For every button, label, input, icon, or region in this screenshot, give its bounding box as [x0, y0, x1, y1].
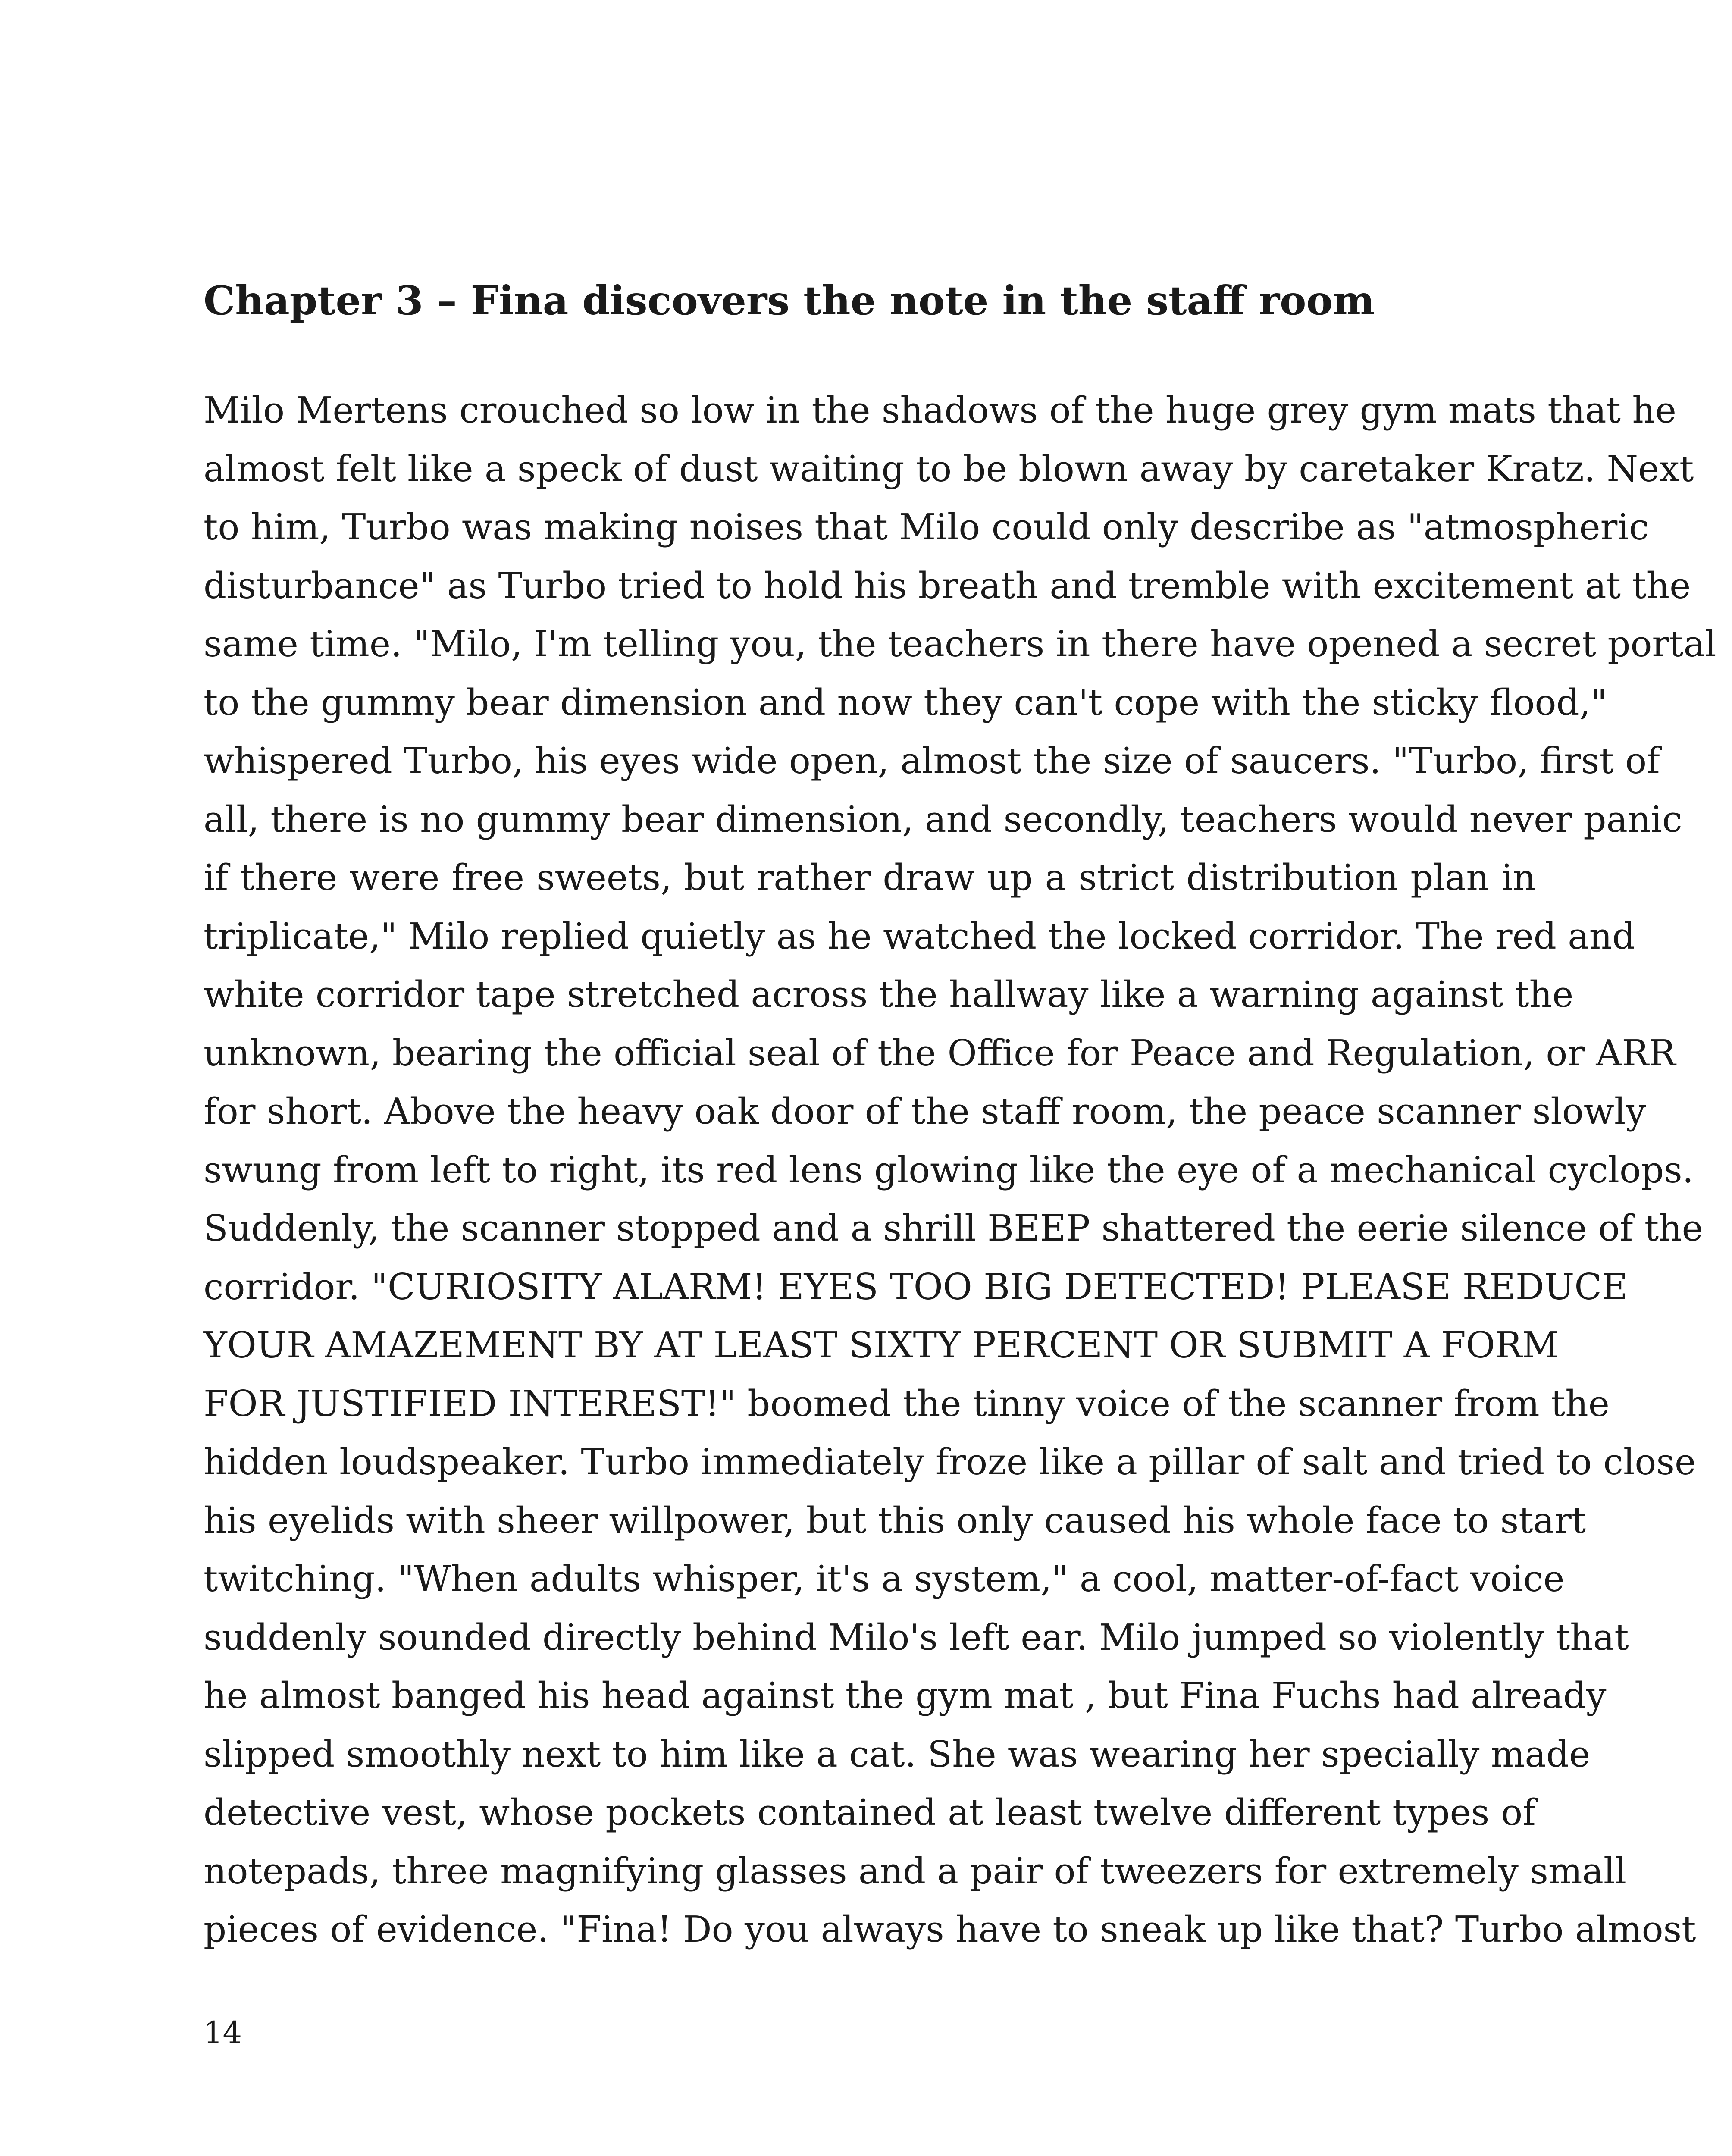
text-line: detective vest, whose pockets contained at least twelve different types of — [204, 1792, 1536, 1833]
text-line: unknown, bearing the official seal of the Office for Peace and Regulation, or ARR — [204, 1032, 1676, 1074]
text-line: pieces of evidence. "Fina! Do you always have to sneak up like that? Turbo almost — [204, 1908, 1696, 1950]
chapter-title: Chapter 3 – Fina discovers the note in the staff room — [204, 277, 1375, 324]
text-line: Suddenly, the scanner stopped and a shrill BEEP shattered the eerie silence of the — [204, 1207, 1703, 1249]
text-line: suddenly sounded directly behind Milo's left ear. Milo jumped so violently that — [204, 1616, 1629, 1658]
text-line: almost felt like a speck of dust waiting to be blown away by caretaker Kratz. Next — [204, 448, 1694, 490]
text-line: corridor. "CURIOSITY ALARM! EYES TOO BIG DETECTED! PLEASE REDUCE — [204, 1266, 1628, 1308]
text-line: Milo Mertens crouched so low in the shadows of the huge grey gym mats that he — [204, 389, 1676, 431]
chapter-body-text — [204, 381, 1716, 1959]
text-line: all, there is no gummy bear dimension, and secondly, teachers would never panic — [204, 798, 1682, 840]
text-line: for short. Above the heavy oak door of the staff room, the peace scanner slowly — [204, 1091, 1646, 1132]
text-line: slipped smoothly next to him like a cat. She was wearing her specially made — [204, 1733, 1591, 1775]
text-line: to the gummy bear dimension and now they can't cope with the sticky flood," — [204, 681, 1607, 724]
text-line: his eyelids with sheer willpower, but this only caused his whole face to start — [204, 1499, 1586, 1542]
text-line: disturbance" as Turbo tried to hold his breath and tremble with excitement at the — [204, 564, 1691, 607]
text-line: whispered Turbo, his eyes wide open, almost the size of saucers. "Turbo, first of — [204, 740, 1660, 782]
text-line: he almost banged his head against the gym mat , but Fina Fuchs had already — [204, 1675, 1607, 1717]
text-line: YOUR AMAZEMENT BY AT LEAST SIXTY PERCENT OR SUBMIT A FORM — [204, 1324, 1559, 1366]
page-number: 14 — [204, 2015, 242, 2050]
text-line: swung from left to right, its red lens glowing like the eye of a mechanical cyclops. — [204, 1149, 1694, 1191]
text-line: if there were free sweets, but rather draw up a strict distribution plan in — [204, 857, 1536, 899]
text-line: twitching. "When adults whisper, it's a system," a cool, matter-of-fact voice — [204, 1558, 1565, 1600]
text-line: to him, Turbo was making noises that Milo could only describe as "atmospheric — [204, 506, 1649, 548]
text-line: hidden loudspeaker. Turbo immediately froze like a pillar of salt and tried to close — [204, 1441, 1696, 1483]
text-line: same time. "Milo, I'm telling you, the teachers in there have opened a secret portal — [204, 623, 1716, 665]
text-line: white corridor tape stretched across the hallway like a warning against the — [204, 974, 1574, 1015]
text-line: notepads, three magnifying glasses and a pair of tweezers for extremely small — [204, 1850, 1627, 1892]
text-line: FOR JUSTIFIED INTEREST!" boomed the tinny voice of the scanner from the — [204, 1382, 1610, 1425]
text-line: triplicate," Milo replied quietly as he watched the locked corridor. The red and — [204, 915, 1635, 957]
